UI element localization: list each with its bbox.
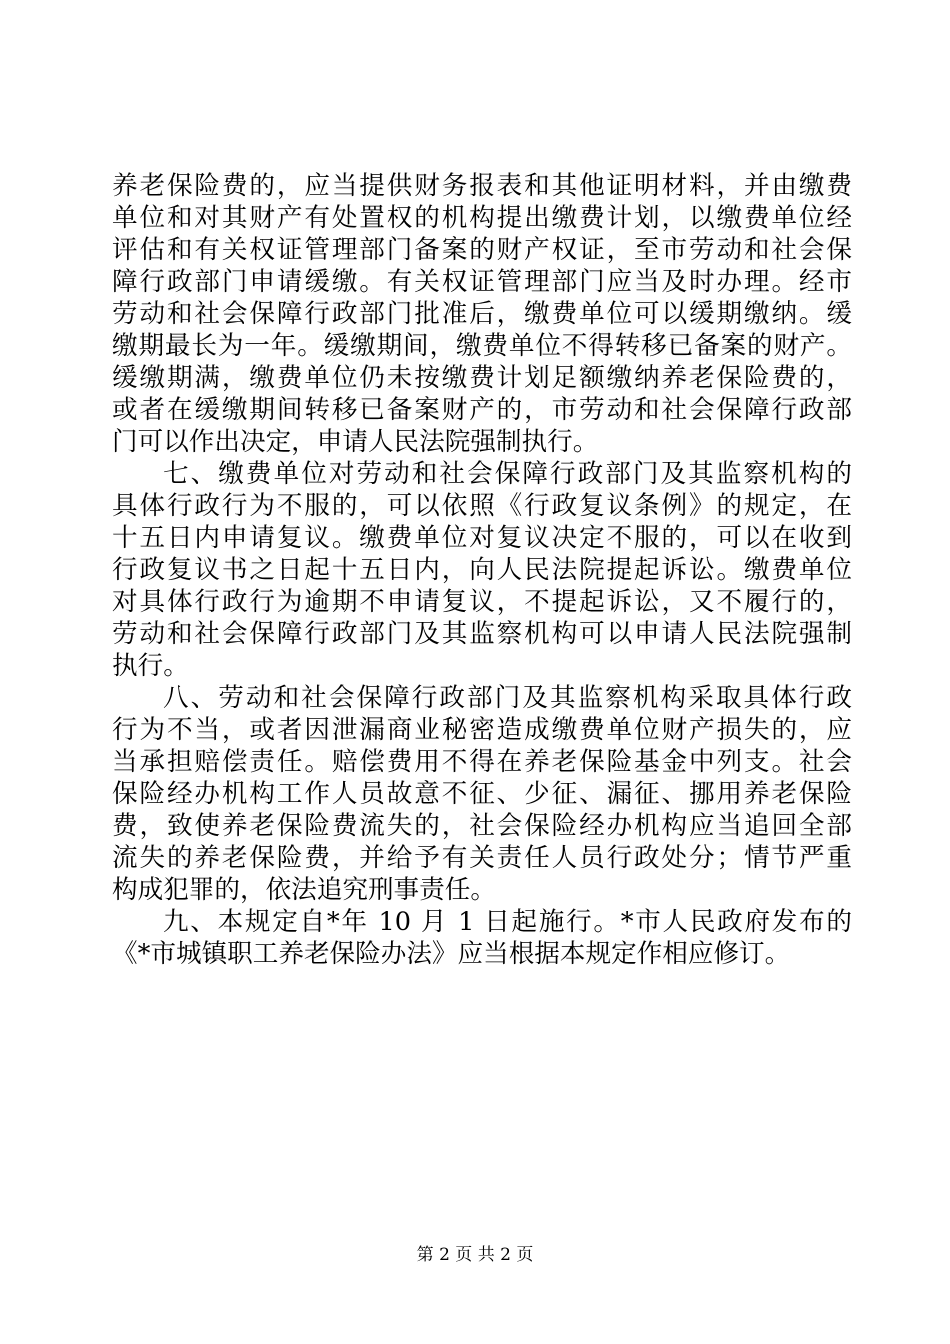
text-line: 流失的养老保险费，并给予有关责任人员行政处分；情节严重 — [112, 843, 852, 873]
text-line: 七、缴费单位对劳动和社会保障行政部门及其监察机构的 — [163, 459, 852, 489]
text-line: 劳动和社会保障行政部门及其监察机构可以申请人民法院强制 — [112, 619, 852, 649]
text-line: 行政复议书之日起十五日内，向人民法院提起诉讼。缴费单位 — [112, 555, 852, 585]
text-line: 门可以作出决定，申请人民法院强制执行。 — [112, 427, 599, 457]
text-line: 十五日内申请复议。缴费单位对复议决定不服的，可以在收到 — [112, 523, 852, 553]
text-line: 八、劳动和社会保障行政部门及其监察机构采取具体行政 — [163, 683, 852, 713]
text-line: 缴期最长为一年。缓缴期间，缴费单位不得转移已备案的财产。 — [112, 331, 852, 361]
text-line: 当承担赔偿责任。赔偿费用不得在养老保险基金中列支。社会 — [112, 747, 852, 777]
text-line: 行为不当，或者因泄漏商业秘密造成缴费单位财产损失的，应 — [112, 715, 852, 745]
text-line: 《*市城镇职工养老保险办法》应当根据本规定作相应修订。 — [112, 939, 791, 969]
text-line: 养老保险费的，应当提供财务报表和其他证明材料，并由缴费 — [112, 171, 852, 201]
text-line: 障行政部门申请缓缴。有关权证管理部门应当及时办理。经市 — [112, 267, 852, 297]
page-number-footer: 第 2 页 共 2 页 — [416, 1245, 534, 1265]
text-line: 劳动和社会保障行政部门批准后，缴费单位可以缓期缴纳。缓 — [112, 299, 852, 329]
text-line: 对具体行政行为逾期不申请复议，不提起诉讼，又不履行的， — [112, 587, 852, 617]
text-line: 或者在缓缴期间转移已备案财产的，市劳动和社会保障行政部 — [112, 395, 852, 425]
text-line: 单位和对其财产有处置权的机构提出缴费计划，以缴费单位经 — [112, 203, 852, 233]
text-line: 九、本规定自*年 10 月 1 日起施行。*市人民政府发布的 — [163, 907, 852, 937]
document-body — [112, 170, 852, 970]
paragraph-article-9 — [112, 906, 852, 970]
paragraph-continued — [112, 170, 852, 458]
paragraph-article-7 — [112, 458, 852, 682]
text-line: 缓缴期满，缴费单位仍未按缴费计划足额缴纳养老保险费的， — [112, 363, 852, 393]
text-line: 保险经办机构工作人员故意不征、少征、漏征、挪用养老保险 — [112, 779, 852, 809]
text-line: 构成犯罪的，依法追究刑事责任。 — [112, 875, 496, 905]
text-line: 具体行政行为不服的，可以依照《行政复议条例》的规定，在 — [112, 491, 852, 521]
text-line: 执行。 — [112, 651, 189, 681]
paragraph-article-8 — [112, 682, 852, 906]
text-line: 费，致使养老保险费流失的，社会保险经办机构应当追回全部 — [112, 811, 852, 841]
text-line: 评估和有关权证管理部门备案的财产权证，至市劳动和社会保 — [112, 235, 852, 265]
